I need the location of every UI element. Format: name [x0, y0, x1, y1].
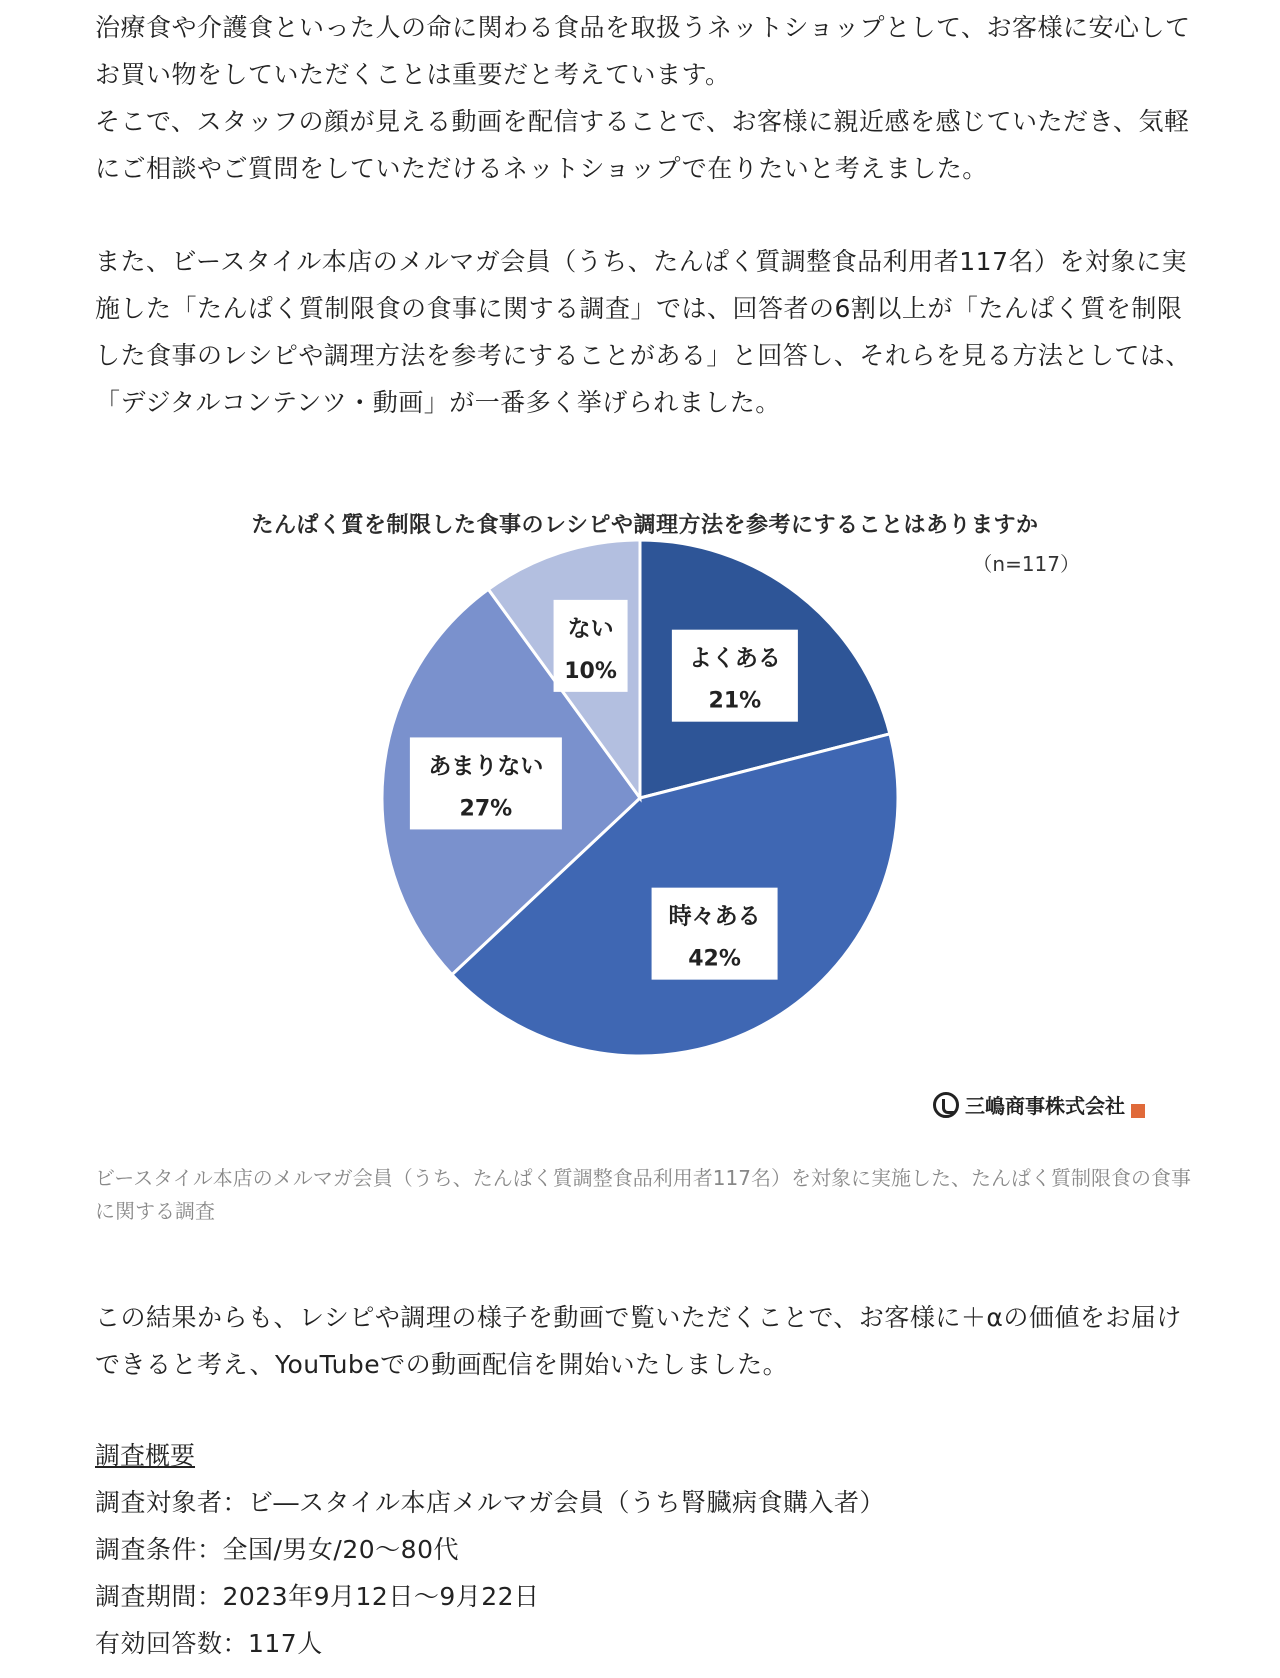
pie-chart	[95, 490, 1195, 1170]
survey-overview	[95, 1432, 1195, 1667]
figure-caption: ビースタイル本店のメルマガ会員（うち、たんぱく質調整食品利用者117名）を対象に実施した、たんぱく質制限食の食事に関する調査	[95, 1166, 1191, 1223]
survey-line: 調査対象者：ビ―スタイル本店メルマガ会員（うち腎臓病食購入者）	[95, 1488, 886, 1517]
intro-paragraph-text: 治療食や介護食といった人の命に関わる食品を取扱うネットショップとして、お客様に安心してお買い物をしていただくことは重要だと考えています。	[95, 13, 1191, 89]
intro-paragraph	[95, 4, 1195, 192]
intro-paragraph-text-2: そこで、スタッフの顔が見える動画を配信することで、お客様に親近感を感じていただき、気軽にご相談やご質問をしていただけるネットショップで在りたいと考えました。	[95, 107, 1190, 183]
slice-category-label: ない	[567, 615, 614, 642]
slice-value-label: 10%	[564, 658, 617, 684]
pie-chart-figure	[95, 490, 1195, 1170]
slice-category-label: 時々ある	[668, 903, 761, 930]
chart-sample-size: （n=117）	[972, 552, 1080, 576]
slice-value-label: 42%	[688, 946, 741, 972]
company-credit	[933, 1090, 1145, 1119]
survey-line: 調査期間：2023年9月12日～9月22日	[95, 1582, 540, 1611]
chart-title: たんぱく質を制限した食事のレシピや調理方法を参考にすることはありますか	[251, 513, 1039, 538]
survey-heading: 調査概要	[95, 1441, 196, 1470]
survey-line: 調査条件：全国/男女/20～80代	[95, 1535, 459, 1564]
slice-value-label: 27%	[459, 796, 513, 822]
conclusion-paragraph: この結果からも、レシピや調理の様子を動画で覧いただくことで、お客様に＋αの価値をお届けできると考え、YouTubeでの動画配信を開始いたしました。	[95, 1303, 1182, 1379]
company-logo-icon	[933, 1092, 959, 1118]
survey-summary-paragraph: また、ビースタイル本店のメルマガ会員（うち、たんぱく質調整食品利用者117名）を対象に実施した「たんぱく質制限食の食事に関する調査」では、回答者の6割以上が「たんぱく質を制限した食事のレシピや調理方法を参考にすることがある」と回答し、それらを見る方法としては、「デジタルコンテンツ・動画」が一番多く挙げられました。	[95, 247, 1191, 417]
slice-category-label: あまりない	[428, 753, 544, 780]
slice-category-label: よくある	[688, 645, 781, 672]
company-seal-icon	[1131, 1104, 1145, 1118]
survey-line: 有効回答数：117人	[95, 1629, 323, 1658]
slice-value-label: 21%	[708, 688, 762, 714]
company-name: 三嶋商事株式会社	[965, 1094, 1125, 1118]
